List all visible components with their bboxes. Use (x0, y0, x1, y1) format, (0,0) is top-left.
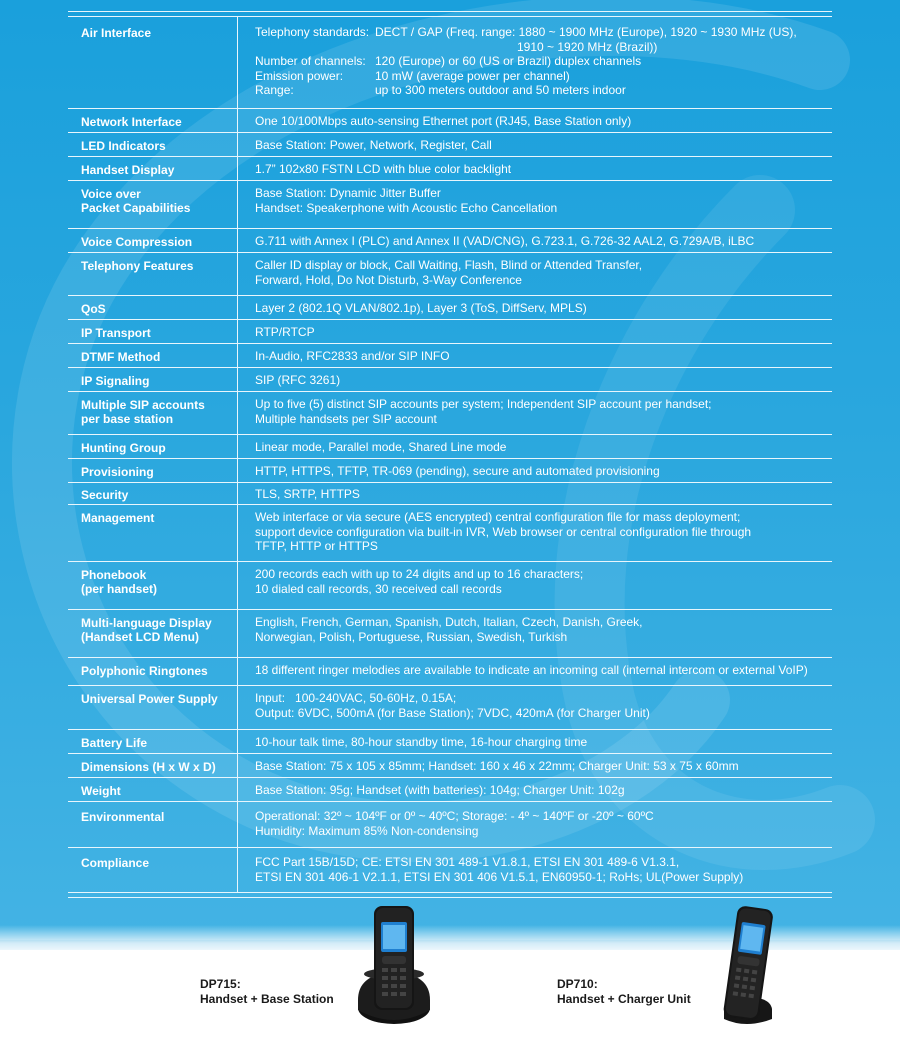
air-channels (255, 54, 832, 69)
spec-label-line: (Handset LCD Menu) (81, 630, 199, 644)
spec-table (68, 11, 832, 898)
spec-label (68, 848, 238, 892)
spec-value-line: 10-hour talk time, 80-hour standby time, 16-hour charging time (255, 735, 588, 749)
spec-label-line: Phonebook (81, 568, 147, 582)
spec-label-line: Security (81, 488, 129, 502)
spec-value-line: English, French, German, Spanish, Dutch, Italian, Czech, Danish, Greek, (255, 615, 643, 629)
dp715-model: DP715: (200, 977, 241, 991)
spec-value-line: RTP/RTCP (255, 325, 315, 339)
spec-value-line: Forward, Hold, Do Not Disturb, 3-Way Conference (255, 272, 522, 287)
spec-value-line: HTTP, HTTPS, TFTP, TR-069 (pending), secure and automated provisioning (255, 464, 660, 478)
spec-value-line: FCC Part 15B/15D; CE: ETSI EN 301 489-1 V1.8.1, ETSI EN 301 489-6 V1.3.1, (255, 855, 680, 869)
spec-value-line: 18 different ringer melodies are available to indicate an incoming call (internal intercom or external VoIP) (255, 663, 808, 677)
spec-row (68, 320, 832, 344)
air-emission-power-key: Emission power: (255, 68, 344, 83)
spec-label-line: LED Indicators (81, 139, 166, 153)
spec-value-line: In-Audio, RFC2833 and/or SIP INFO (255, 349, 450, 363)
spec-row (68, 435, 832, 459)
spec-value-line: 10 dialed call records, 30 received call records (255, 581, 502, 596)
spec-row (68, 368, 832, 392)
spec-value-line: SIP (RFC 3261) (255, 373, 341, 387)
spec-row (68, 686, 832, 730)
spec-row (68, 658, 832, 686)
dp715-handset-base-image (352, 904, 436, 1030)
spec-value (238, 368, 832, 391)
air-emission-power-value: 10 mW (average power per channel) (375, 68, 570, 83)
dp710-description: Handset + Charger Unit (557, 992, 691, 1006)
spec-value-line: Base Station: 75 x 105 x 85mm; Handset: 160 x 46 x 22mm; Charger Unit: 53 x 75 x 60mm (255, 759, 739, 773)
spec-value-line: Base Station: 95g; Handset (with batteries): 104g; Charger Unit: 102g (255, 783, 625, 797)
spec-label (68, 754, 238, 777)
dp710-caption (557, 977, 691, 1007)
spec-value (238, 730, 832, 753)
spec-label (68, 181, 238, 228)
spec-value-line: Caller ID display or block, Call Waiting, Flash, Blind or Attended Transfer, (255, 258, 643, 272)
dp715-caption (200, 977, 334, 1007)
spec-row (68, 848, 832, 892)
spec-value (238, 17, 832, 108)
spec-label-line: Handset Display (81, 163, 175, 177)
air-channels-key: Number of channels: (255, 54, 366, 68)
spec-value (238, 157, 832, 180)
spec-value-line: Output: 6VDC, 500mA (for Base Station); 7VDC, 420mA (for Charger Unit) (255, 705, 650, 720)
spec-label-line: Air Interface (81, 26, 152, 40)
spec-row (68, 181, 832, 229)
spec-label-line: Dimensions (H x W x D) (81, 760, 216, 774)
spec-value-line: Humidity: Maximum 85% Non-condensing (255, 823, 479, 838)
spec-value (238, 848, 832, 892)
spec-value (238, 459, 832, 482)
spec-row (68, 109, 832, 133)
spec-label (68, 368, 238, 391)
spec-label-line: Provisioning (81, 465, 154, 479)
spec-value (238, 133, 832, 156)
spec-label (68, 802, 238, 847)
spec-label (68, 658, 238, 685)
spec-label (68, 686, 238, 729)
spec-label (68, 17, 238, 108)
spec-label-line: Weight (81, 784, 121, 798)
spec-label (68, 320, 238, 343)
spec-value-line: Handset: Speakerphone with Acoustic Echo Cancellation (255, 200, 558, 215)
spec-row (68, 253, 832, 296)
spec-label (68, 133, 238, 156)
spec-label (68, 253, 238, 295)
spec-value-line: Linear mode, Parallel mode, Shared Line mode (255, 440, 507, 454)
spec-value (238, 435, 832, 458)
spec-label (68, 392, 238, 434)
spec-value (238, 253, 832, 295)
spec-row (68, 296, 832, 320)
spec-value (238, 296, 832, 319)
spec-row (68, 610, 832, 658)
spec-value (238, 610, 832, 657)
spec-label-line: Polyphonic Ringtones (81, 664, 208, 678)
spec-label-line: IP Transport (81, 326, 151, 340)
spec-label (68, 730, 238, 753)
spec-value (238, 320, 832, 343)
spec-label-line: Network Interface (81, 115, 182, 129)
spec-value (238, 658, 832, 685)
spec-label (68, 344, 238, 367)
spec-label-line: Multi-language Display (81, 616, 212, 630)
spec-value (238, 802, 832, 847)
spec-value (238, 505, 832, 561)
spec-row (68, 802, 832, 848)
spec-value (238, 181, 832, 228)
spec-row (68, 133, 832, 157)
spec-label (68, 229, 238, 252)
spec-label (68, 483, 238, 504)
spec-value-line: Input: 100-240VAC, 50-60Hz, 0.15A; (255, 691, 457, 705)
spec-row (68, 157, 832, 181)
spec-row (68, 459, 832, 483)
dp710-handset-charger-image (716, 905, 778, 1027)
spec-row (68, 562, 832, 610)
spec-label (68, 296, 238, 319)
spec-label-line: QoS (81, 302, 106, 316)
dp715-description: Handset + Base Station (200, 992, 334, 1006)
spec-value (238, 686, 832, 729)
spec-value-line: 1.7” 102x80 FSTN LCD with blue color backlight (255, 162, 512, 176)
spec-value-line: TFTP, HTTP or HTTPS (255, 539, 378, 553)
spec-row (68, 229, 832, 253)
air-range (255, 83, 832, 98)
air-range-key: Range: (255, 83, 294, 97)
spec-row (68, 344, 832, 368)
spec-label-line: Hunting Group (81, 441, 166, 455)
air-telephony-standards-cont (255, 40, 832, 55)
air-telephony-standards (255, 25, 832, 40)
spec-label-line: Multiple SIP accounts (81, 398, 205, 412)
spec-value (238, 754, 832, 777)
spec-value-line: Base Station: Power, Network, Register, Call (255, 138, 492, 152)
spec-label-line: Compliance (81, 856, 150, 870)
spec-value (238, 344, 832, 367)
spec-label-line: Universal Power Supply (81, 692, 218, 706)
spec-value (238, 109, 832, 132)
spec-label-line: Voice over (81, 187, 141, 201)
spec-label-line: Battery Life (81, 736, 148, 750)
spec-value-line: One 10/100Mbps auto-sensing Ethernet port (RJ45, Base Station only) (255, 114, 632, 128)
spec-label-line: Management (81, 511, 155, 525)
spec-label (68, 109, 238, 132)
air-telephony-value-cont: 1910 ~ 1920 MHz (Brazil)) (517, 39, 658, 54)
spec-value (238, 229, 832, 252)
spec-value-line: ETSI EN 301 406-1 V2.1.1, ETSI EN 301 406 V1.5.1, EN60950-1; RoHs; UL(Power Supply) (255, 869, 744, 884)
spec-row (68, 392, 832, 435)
air-telephony-value: DECT / GAP (Freq. range: 1880 ~ 1900 MHz (Europe), 1920 ~ 1930 MHz (US), (375, 25, 797, 39)
spec-label-line: Environmental (81, 810, 165, 824)
spec-row (68, 778, 832, 802)
spec-value-line: Multiple handsets per SIP account (255, 411, 437, 426)
spec-value-line: Operational: 32º ~ 104ºF or 0º ~ 40ºC; Storage: - 4º ~ 140ºF or -20º ~ 60ºC (255, 809, 654, 823)
spec-value (238, 562, 832, 609)
air-range-value: up to 300 meters outdoor and 50 meters indoor (375, 83, 626, 97)
spec-value-line: Layer 2 (802.1Q VLAN/802.1p), Layer 3 (ToS, DiffServ, MPLS) (255, 301, 587, 315)
spec-label (68, 778, 238, 801)
spec-value-line: TLS, SRTP, HTTPS (255, 487, 360, 501)
spec-label (68, 435, 238, 458)
spec-label-line: per base station (81, 412, 174, 426)
spec-label (68, 562, 238, 609)
spec-value-line: 200 records each with up to 24 digits and up to 16 characters; (255, 567, 584, 581)
spec-value (238, 392, 832, 434)
spec-label (68, 157, 238, 180)
air-emission-power (255, 69, 832, 84)
air-spacer (255, 40, 517, 55)
spec-value-line: Base Station: Dynamic Jitter Buffer (255, 186, 441, 200)
spec-value-line: Norwegian, Polish, Portuguese, Russian, Swedish, Turkish (255, 629, 568, 644)
spec-row (68, 505, 832, 562)
spec-label-line: (per handset) (81, 582, 158, 596)
spec-value-line: Up to five (5) distinct SIP accounts per system; Independent SIP account per handset; (255, 397, 712, 411)
air-telephony-key: Telephony standards: (255, 25, 370, 39)
spec-label (68, 610, 238, 657)
spec-row (68, 17, 832, 109)
spec-row (68, 483, 832, 505)
spec-value-line: G.711 with Annex I (PLC) and Annex II (VAD/CNG), G.723.1, G.726-32 AAL2, G.729A/B, iLBC (255, 234, 755, 248)
spec-row (68, 754, 832, 778)
dp710-model: DP710: (557, 977, 598, 991)
spec-label-line: Voice Compression (81, 235, 193, 249)
spec-label-line: Packet Capabilities (81, 201, 191, 215)
spec-value (238, 483, 832, 504)
spec-row (68, 730, 832, 754)
spec-label (68, 505, 238, 561)
spec-label-line: Telephony Features (81, 259, 194, 273)
spec-label-line: IP Signaling (81, 374, 150, 388)
spec-label (68, 459, 238, 482)
air-channels-value: 120 (Europe) or 60 (US or Brazil) duplex channels (375, 54, 642, 68)
spec-value-line: support device configuration via built-in IVR, Web browser or central configuration file through (255, 524, 752, 539)
spec-value (238, 778, 832, 801)
spec-label-line: DTMF Method (81, 350, 161, 364)
spec-value-line: Web interface or via secure (AES encrypted) central configuration file for mass deployment; (255, 510, 741, 524)
